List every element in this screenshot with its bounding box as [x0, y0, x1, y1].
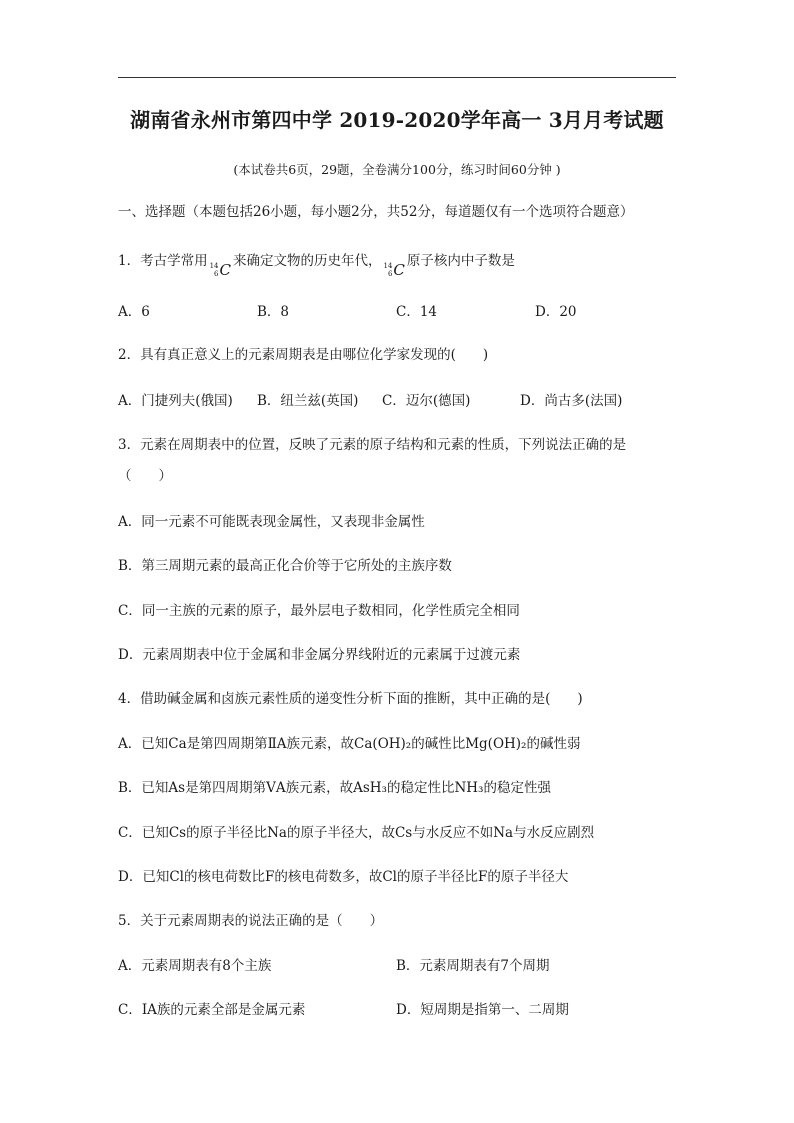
q1-option-d: D．20	[535, 304, 577, 320]
exam-title: 湖南省永州市第四中学 2019-2020学年高一 3月月考试题	[130, 108, 664, 132]
question-2-stem: 2．具有真正意义上的元素周期表是由哪位化学家发现的( )	[118, 347, 489, 363]
question-4-stem: 4．借助碱金属和卤族元素性质的递变性分析下面的推断，其中正确的是( )	[118, 691, 583, 707]
isotope-atomic-number: 6	[214, 270, 219, 278]
q3-option-a: A．同一元素不可能既表现金属性，又表现非金属性	[118, 514, 425, 530]
carbon-14-isotope	[210, 261, 231, 279]
q2-option-a: A．门捷列夫(俄国)	[118, 393, 233, 409]
isotope-atomic-number: 6	[387, 270, 393, 278]
q4-option-c: C．已知Cs的原子半径比Na的原子半径大，故Cs与水反应不如Na与水反应剧烈	[118, 825, 595, 841]
isotope-mass-number: 14	[383, 262, 393, 270]
q1-option-b: B．8	[257, 304, 290, 320]
q1-stem-part-b: 来确定文物的历史年代，	[233, 253, 382, 269]
q1-stem-part-c: 原子核内中子数是	[406, 253, 515, 269]
q5-option-d: D．短周期是指第一、二周期	[396, 1002, 569, 1018]
q3-option-b: B．第三周期元素的最高正化合价等于它所处的主族序数	[118, 558, 452, 574]
q5-option-b: B．元素周期表有7个周期	[396, 958, 550, 974]
q5-option-a: A．元素周期表有8个主族	[118, 958, 272, 974]
question-1-stem	[118, 252, 515, 279]
question-3-stem-cont: （ ）	[118, 468, 172, 484]
q1-option-c: C．14	[396, 304, 438, 320]
question-3-stem: 3．元素在周期表中的位置，反映了元素的原子结构和元素的性质，下列说法正确的是	[118, 437, 627, 453]
isotope-mass-number: 14	[209, 262, 219, 270]
exam-subtitle: (本试卷共6页，29题，全卷满分100分，练习时间60分钟 )	[233, 162, 561, 177]
q4-option-b: B．已知As是第四周期第ⅤA族元素，故AsH₃的稳定性比NH₃的稳定性强	[118, 780, 551, 796]
carbon-14-isotope	[384, 261, 405, 279]
header-rule	[118, 77, 676, 78]
q3-option-c: C．同一主族的元素的原子，最外层电子数相同，化学性质完全相同	[118, 603, 520, 619]
isotope-symbol: C	[393, 261, 405, 279]
section-heading: 一、选择题（本题包括26小题，每小题2分，共52分，每道题仅有一个选项符合题意）	[118, 204, 634, 220]
q5-option-c: C．ⅠA族的元素全部是金属元素	[118, 1002, 306, 1018]
q2-option-c: C．迈尔(德国)	[382, 393, 471, 409]
q4-option-a: A．已知Ca是第四周期第ⅡA族元素，故Ca(OH)₂的碱性比Mg(OH)₂的碱性弱	[118, 736, 581, 752]
q1-option-a: A．6	[118, 304, 150, 320]
q4-option-d: D．已知Cl的核电荷数比F的核电荷数多，故Cl的原子半径比F的原子半径大	[118, 869, 569, 885]
question-5-stem: 5．关于元素周期表的说法正确的是（ ）	[118, 913, 384, 929]
isotope-symbol: C	[219, 261, 231, 279]
q1-stem-part-a: 1．考古学常用	[118, 253, 208, 269]
q2-option-d: D．尚古多(法国)	[520, 393, 623, 409]
q2-option-b: B．纽兰兹(英国)	[257, 393, 359, 409]
q3-option-d: D．元素周期表中位于金属和非金属分界线附近的元素属于过渡元素	[118, 647, 521, 663]
